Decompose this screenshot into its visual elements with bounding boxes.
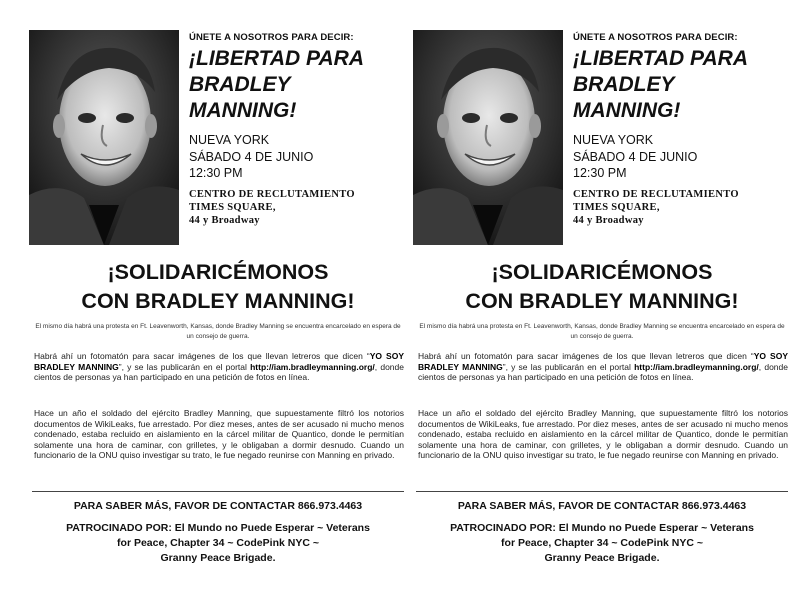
website-url: http://iam.bradleymanning.org/ xyxy=(634,361,759,372)
venue-line: TIMES SQUARE, xyxy=(573,201,660,213)
solidarity-heading xyxy=(22,258,414,316)
paragraph-text: Habrá ahí un fotomatón para sacar imágenes de los que llevan letreros que dicen “ xyxy=(418,351,754,361)
sponsor-line: Granny Peace Brigade. xyxy=(160,552,276,564)
paragraph-text: ”, y se las publicarán en el portal xyxy=(118,361,251,372)
headline-line: BRADLEY xyxy=(189,73,291,96)
website-url: http://iam.bradleymanning.org/ xyxy=(250,361,375,372)
headline-line: ¡LIBERTAD PARA xyxy=(189,47,364,70)
event-details xyxy=(189,132,404,182)
venue-line: CENTRO DE RECLUTAMIENTO xyxy=(573,188,739,200)
solidarity-line: ¡SOLIDARICÉMONOS xyxy=(107,260,329,284)
headline-line: BRADLEY xyxy=(573,73,675,96)
paragraph-text: Habrá ahí un fotomatón para sacar imágenes de los que llevan letreros que dicen “ xyxy=(34,351,370,361)
sponsor-line: for Peace, Chapter 34 ~ CodePink NYC ~ xyxy=(117,537,319,549)
join-text: ÚNETE A NOSOTROS PARA DECIR: xyxy=(189,32,354,43)
venue-line: 44 y Broadway xyxy=(189,214,260,226)
solidarity-line: CON BRADLEY MANNING! xyxy=(465,289,739,313)
flyer-left xyxy=(22,0,414,612)
protest-note: El mismo día habrá una protesta en Ft. Leavenworth, Kansas, donde Bradley Manning se encuentra encarcelado en espera de un consejo de guerra. xyxy=(35,323,401,340)
event-date: SÁBADO 4 DE JUNIO xyxy=(573,149,698,164)
event-city: NUEVA YORK xyxy=(573,133,654,147)
background-paragraph: Hace un año el soldado del ejército Bradley Manning, que supuestamente filtró los notorios documentos de WikiLeaks, fue arrestado. Por diez meses, antes de ser acusado ni mucho menos condenado, estaba recluido en aislamiento en la cárcel militar de Quantico, donde le permitían solamente una hora de caminar, con grilletes, y le obligaban a dormir desnudo. Cuando un funcionario de la ONU quiso investigar su trato, le fue negado reunirse con Manning en privado. xyxy=(418,408,788,461)
venue-line: TIMES SQUARE, xyxy=(189,201,276,213)
join-text: ÚNETE A NOSOTROS PARA DECIR: xyxy=(573,32,738,43)
event-venue xyxy=(573,188,788,227)
paragraph-text: , donde cientos de personas ya han participado en una petición de fotos en línea. xyxy=(418,361,788,383)
venue-line: CENTRO DE RECLUTAMIENTO xyxy=(189,188,355,200)
sponsors xyxy=(22,521,414,566)
headline-line: MANNING! xyxy=(573,99,681,122)
sponsor-line: Granny Peace Brigade. xyxy=(544,552,660,564)
venue-line: 44 y Broadway xyxy=(573,214,644,226)
sponsor-line: PATROCINADO POR: El Mundo no Puede Esperar ~ Veterans xyxy=(66,522,370,534)
event-time: 12:30 PM xyxy=(573,166,627,180)
solidarity-line: ¡SOLIDARICÉMONOS xyxy=(491,260,713,284)
event-date: SÁBADO 4 DE JUNIO xyxy=(189,149,314,164)
sign-text: YO SOY BRADLEY MANNING xyxy=(34,351,404,372)
sponsor-line: for Peace, Chapter 34 ~ CodePink NYC ~ xyxy=(501,537,703,549)
protest-note: El mismo día habrá una protesta en Ft. Leavenworth, Kansas, donde Bradley Manning se encuentra encarcelado en espera de un consejo de guerra. xyxy=(419,323,785,340)
event-header xyxy=(573,32,788,227)
sponsor-line: PATROCINADO POR: El Mundo no Puede Esperar ~ Veterans xyxy=(450,522,754,534)
event-time: 12:30 PM xyxy=(189,166,243,180)
solidarity-line: CON BRADLEY MANNING! xyxy=(81,289,355,313)
portrait-photo xyxy=(413,30,563,245)
divider xyxy=(416,491,788,492)
paragraph-text: , donde cientos de personas ya han participado en una petición de fotos en línea. xyxy=(34,361,404,383)
headline-line: MANNING! xyxy=(189,99,297,122)
event-details xyxy=(573,132,788,182)
event-city: NUEVA YORK xyxy=(189,133,270,147)
photobooth-paragraph xyxy=(34,351,404,383)
paragraph-text: ”, y se las publicarán en el portal xyxy=(502,361,635,372)
divider xyxy=(32,491,404,492)
portrait-photo xyxy=(29,30,179,245)
solidarity-heading xyxy=(406,258,792,316)
event-header xyxy=(189,32,404,227)
headline-line: ¡LIBERTAD PARA xyxy=(573,47,748,70)
sponsors xyxy=(406,521,792,566)
contact-line: PARA SABER MÁS, FAVOR DE CONTACTAR 866.973.4463 xyxy=(73,500,363,512)
contact-line: PARA SABER MÁS, FAVOR DE CONTACTAR 866.973.4463 xyxy=(457,500,747,512)
event-venue xyxy=(189,188,404,227)
flyer-right xyxy=(406,0,792,612)
photobooth-paragraph xyxy=(418,351,788,383)
background-paragraph: Hace un año el soldado del ejército Bradley Manning, que supuestamente filtró los notorios documentos de WikiLeaks, fue arrestado. Por diez meses, antes de ser acusado ni mucho menos condenado, estaba recluido en aislamiento en la cárcel militar de Quantico, donde le permitían solamente una hora de caminar, con grilletes, y le obligaban a dormir desnudo. Cuando un funcionario de la ONU quiso investigar su trato, le fue negado reunirse con Manning en privado. xyxy=(34,408,404,461)
sign-text: YO SOY BRADLEY MANNING xyxy=(418,351,788,372)
headline xyxy=(573,46,788,124)
headline xyxy=(189,46,404,124)
